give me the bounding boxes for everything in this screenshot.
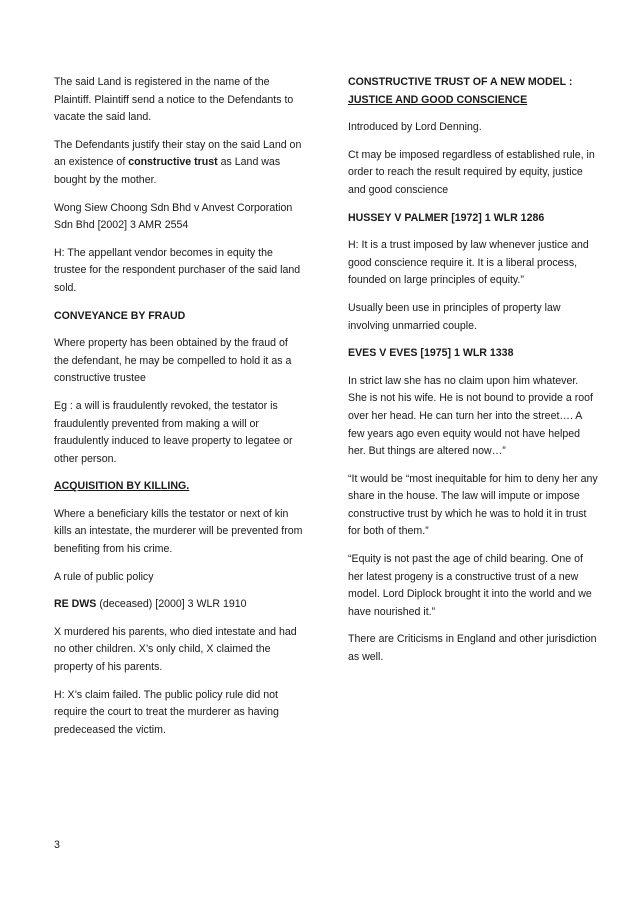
- paragraph: [54, 137, 304, 190]
- left-column: [54, 74, 304, 749]
- paragraph: H: It is a trust imposed by law whenever justice and good conscience require it. It is a liberal process, founded on large principles of equity.”: [348, 239, 589, 287]
- text: as Land was bought by the mother.: [54, 156, 281, 186]
- heading-line: JUSTICE AND GOOD CONSCIENCE: [348, 93, 528, 106]
- paragraph: X murdered his parents, who died intestate and had no other children. X’s only child, X claimed the property of his parents.: [54, 625, 297, 674]
- right-column: [348, 74, 598, 677]
- case-name: RE DWS: [54, 598, 97, 611]
- paragraph: Where property has been obtained by the fraud of the defendant, he may be compelled to hold it as a constructive trustee: [54, 337, 292, 385]
- paragraph: H: The appellant vendor becomes in equity the trustee for the respondent purchaser of the said land sold.: [54, 246, 301, 294]
- case-heading: HUSSEY V PALMER [1972] 1 WLR 1286: [348, 211, 545, 224]
- case-heading: EVES V EVES [1975] 1 WLR 1338: [348, 347, 514, 360]
- paragraph: “It would be “most inequitable for him to deny her any share in the house. The law will impute or impose constructive trust by which he was to hold it in trust for both of them.”: [348, 472, 598, 538]
- paragraph: Ct may be imposed regardless of established rule, in order to reach the result required by equity, justice and good conscience: [348, 148, 595, 196]
- bold-term: constructive trust: [128, 156, 218, 169]
- paragraph: “Equity is not past the age of child bearing. One of her latest progeny is a constructive trust of a new model. Lord Diplock brought it into the world and we have nourished it.”: [348, 553, 592, 618]
- paragraph: Introduced by Lord Denning.: [348, 121, 482, 134]
- paragraph: In strict law she has no claim upon him whatever. She is not his wife. He is not bound to provide a roof over her head. He can turn her into the street…. A few years ago even equity would not have helped her. But things are altered now…”: [348, 374, 593, 458]
- section-heading: [348, 74, 598, 109]
- paragraph: Where a beneficiary kills the testator or next of kin kills an intestate, the murderer will be prevented from benefiting from his crime.: [54, 507, 303, 556]
- text: The Defendants justify their stay on the said Land on an existence of: [54, 138, 302, 169]
- paragraph: H: X’s claim failed. The public policy rule did not require the court to treat the murderer as having predeceased the victim.: [54, 688, 279, 736]
- paragraph: The said Land is registered in the name of the Plaintiff. Plaintiff send a notice to the Defendants to vacate the said land.: [54, 76, 294, 124]
- paragraph: Eg : a will is fraudulently revoked, the testator is fraudulently prevented from making a will or fraudulently induced to leave property to legatee or other person.: [54, 399, 293, 465]
- section-heading: ACQUISITION BY KILLING.: [54, 480, 190, 493]
- paragraph: There are Criticisms in England and other jurisdiction as well.: [348, 633, 597, 664]
- paragraph: Usually been use in principles of property law involving unmarried couple.: [348, 301, 561, 332]
- heading-line: CONSTRUCTIVE TRUST OF A NEW MODEL :: [348, 76, 573, 88]
- section-heading: CONVEYANCE BY FRAUD: [54, 309, 186, 322]
- text: (deceased) [2000] 3 WLR 1910: [96, 598, 247, 611]
- case-citation: Wong Siew Choong Sdn Bhd v Anvest Corporation Sdn Bhd [2002] 3 AMR 2554: [54, 201, 293, 232]
- page-number: 3: [54, 839, 60, 851]
- case-citation: [54, 596, 304, 614]
- paragraph: A rule of public policy: [54, 570, 154, 583]
